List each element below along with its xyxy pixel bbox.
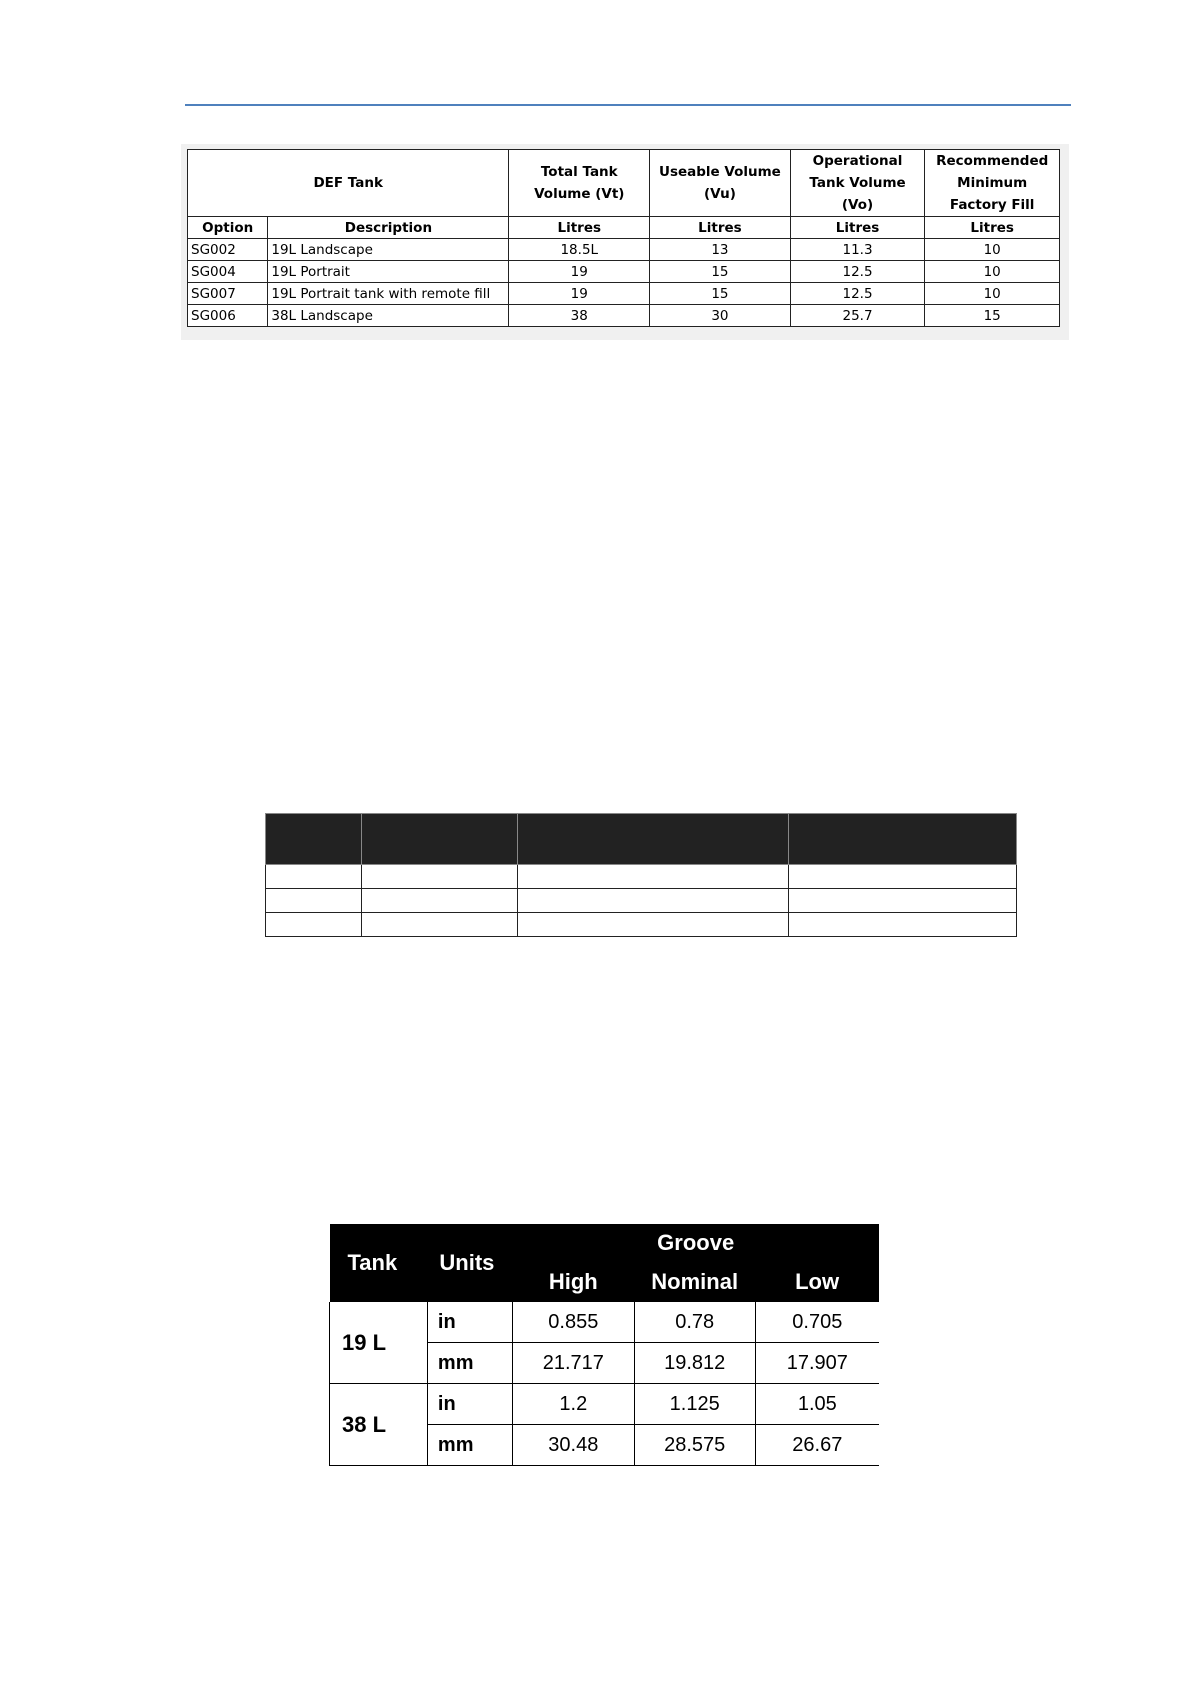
value-cell: 38 — [509, 305, 650, 327]
units-header: Units — [427, 1224, 512, 1302]
value-cell: 25.7 — [790, 305, 925, 327]
option-cell: SG002 — [188, 239, 268, 261]
tank-cell: 38 L — [330, 1384, 428, 1466]
tank-cell: 19 L — [330, 1302, 428, 1384]
value-cell: 0.78 — [634, 1302, 755, 1343]
value-cell: 1.125 — [634, 1384, 755, 1425]
sub-header-unit: Litres — [925, 217, 1060, 239]
description-cell: 19L Portrait tank with remote fill — [268, 283, 509, 305]
value-cell: 17.907 — [755, 1343, 879, 1384]
groove-table — [329, 1224, 879, 1466]
value-cell: 12.5 — [790, 283, 925, 305]
col-header-high: High — [512, 1262, 634, 1302]
blank-table — [265, 813, 1017, 937]
tank-header: Tank — [330, 1224, 428, 1302]
table-row — [266, 913, 1017, 937]
value-cell: 15 — [650, 261, 791, 283]
description-cell: 19L Portrait — [268, 261, 509, 283]
value-cell: 10 — [925, 261, 1060, 283]
col-header-operational: Operational Tank Volume (Vo) — [790, 150, 925, 217]
value-cell: 28.575 — [634, 1425, 755, 1466]
option-cell: SG004 — [188, 261, 268, 283]
value-cell: 18.5L — [509, 239, 650, 261]
value-cell: 19 — [509, 283, 650, 305]
sub-header-unit: Litres — [650, 217, 791, 239]
value-cell: 30.48 — [512, 1425, 634, 1466]
value-cell: 15 — [650, 283, 791, 305]
header-rule — [185, 104, 1071, 106]
table-row — [188, 261, 1060, 283]
value-cell: 10 — [925, 239, 1060, 261]
table-row — [330, 1384, 880, 1425]
unit-cell: mm — [427, 1425, 512, 1466]
table-row — [188, 283, 1060, 305]
value-cell: 11.3 — [790, 239, 925, 261]
value-cell: 0.855 — [512, 1302, 634, 1343]
description-cell: 38L Landscape — [268, 305, 509, 327]
table-row — [266, 865, 1017, 889]
value-cell: 21.717 — [512, 1343, 634, 1384]
col-header-recommended: Recommended Minimum Factory Fill — [925, 150, 1060, 217]
unit-cell: mm — [427, 1343, 512, 1384]
value-cell: 12.5 — [790, 261, 925, 283]
option-cell: SG007 — [188, 283, 268, 305]
col-header-total: Total Tank Volume (Vt) — [509, 150, 650, 217]
value-cell: 15 — [925, 305, 1060, 327]
col-header-useable: Useable Volume (Vu) — [650, 150, 791, 217]
value-cell: 30 — [650, 305, 791, 327]
value-cell: 13 — [650, 239, 791, 261]
value-cell: 10 — [925, 283, 1060, 305]
value-cell: 19.812 — [634, 1343, 755, 1384]
value-cell: 1.05 — [755, 1384, 879, 1425]
def-tank-table — [187, 149, 1060, 327]
description-cell: 19L Landscape — [268, 239, 509, 261]
def-tank-header: DEF Tank — [188, 150, 509, 217]
value-cell: 1.2 — [512, 1384, 634, 1425]
sub-header-option: Option — [188, 217, 268, 239]
groove-header: Groove — [512, 1224, 879, 1262]
blank-table-header — [266, 814, 1017, 865]
value-cell: 0.705 — [755, 1302, 879, 1343]
option-cell: SG006 — [188, 305, 268, 327]
value-cell: 19 — [509, 261, 650, 283]
sub-header-unit: Litres — [509, 217, 650, 239]
def-tank-table-image — [181, 144, 1069, 340]
value-cell: 26.67 — [755, 1425, 879, 1466]
sub-header-unit: Litres — [790, 217, 925, 239]
col-header-low: Low — [755, 1262, 879, 1302]
table-row — [188, 239, 1060, 261]
unit-cell: in — [427, 1384, 512, 1425]
table-row — [330, 1302, 880, 1343]
table-row — [266, 889, 1017, 913]
table-row — [188, 305, 1060, 327]
unit-cell: in — [427, 1302, 512, 1343]
sub-header-description: Description — [268, 217, 509, 239]
col-header-nominal: Nominal — [634, 1262, 755, 1302]
